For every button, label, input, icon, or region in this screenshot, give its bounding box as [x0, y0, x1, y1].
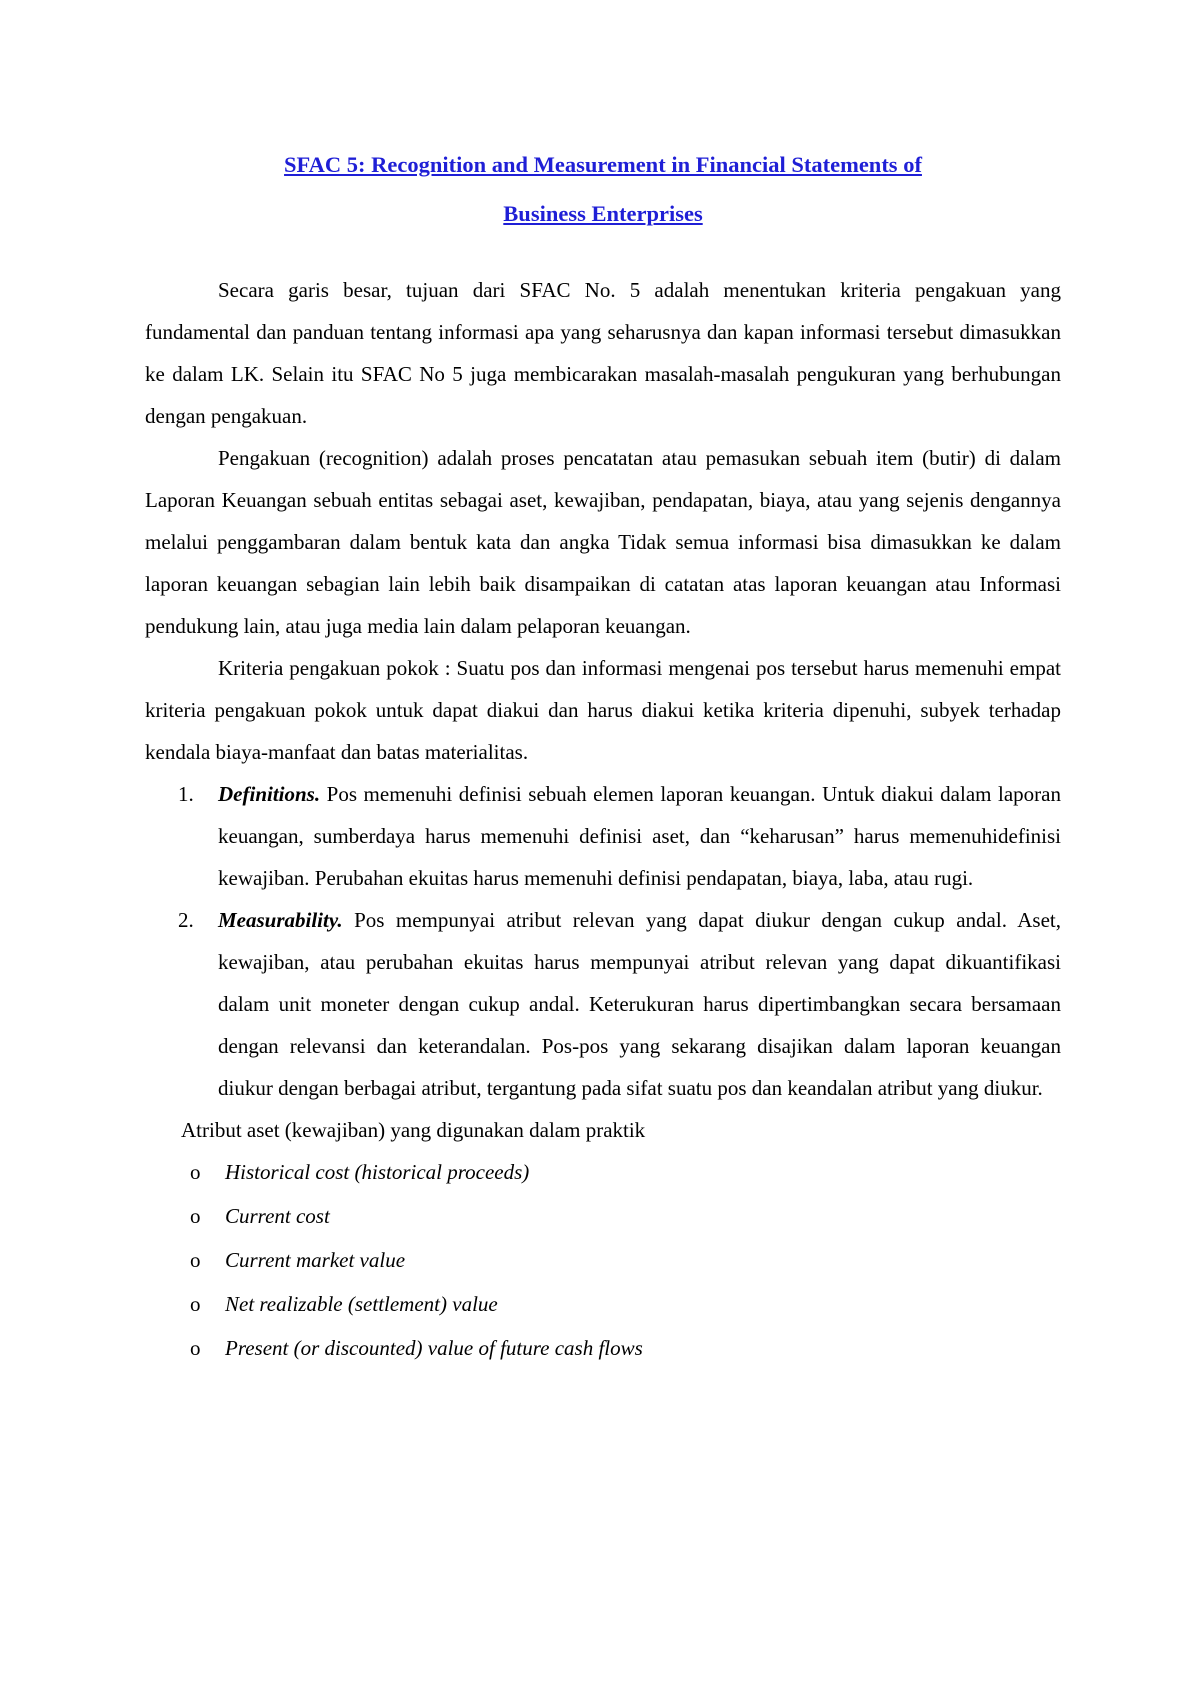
attribute-text: Present (or discounted) value of future cash flows — [225, 1336, 643, 1360]
attribute-text: Current cost — [225, 1204, 330, 1228]
criteria-item-definitions — [145, 773, 1061, 899]
document-title-line-1: SFAC 5: Recognition and Measurement in Financial Statements of — [284, 152, 922, 177]
criteria-term: Measurability. — [218, 908, 343, 932]
bullet-icon: o — [190, 1336, 201, 1360]
paragraph-recognition: Pengakuan (recognition) adalah proses pencatatan atau pemasukan sebuah item (butir) di dalam Laporan Keuangan sebuah entitas sebagai aset, kewajiban, pendapatan, biaya, atau yang sejenis dengannya melalui penggambaran dalam bentuk kata dan angka Tidak semua informasi bisa dimasukkan ke dalam laporan keuangan sebagian lain lebih baik disampaikan di catatan atas laporan keuangan atau Informasi pendukung lain, atau juga media lain dalam pelaporan keuangan. — [145, 446, 1061, 638]
document-title-line-2: Business Enterprises — [503, 201, 703, 226]
list-number: 2. — [178, 908, 194, 932]
attribute-text: Net realizable (settlement) value — [225, 1292, 498, 1316]
document-page — [145, 140, 1061, 1371]
criteria-item-measurability — [145, 899, 1061, 1109]
criteria-text: Pos memenuhi definisi sebuah elemen laporan keuangan. Untuk diakui dalam laporan keuangan, sumberdaya harus memenuhi definisi aset, dan “keharusan” harus memenuhidefinisi kewajiban. Perubahan ekuitas harus memenuhi definisi pendapatan, biaya, laba, atau rugi. — [218, 782, 1061, 890]
paragraph-purpose: Secara garis besar, tujuan dari SFAC No. 5 adalah menentukan kriteria pengakuan yang fundamental dan panduan tentang informasi apa yang seharusnya dan kapan informasi tersebut dimasukkan ke dalam LK. Selain itu SFAC No 5 juga membicarakan masalah-masalah pengukuran yang berhubungan dengan pengakuan. — [145, 278, 1061, 428]
list-item — [145, 1151, 1061, 1193]
criteria-text: Pos mempunyai atribut relevan yang dapat diukur dengan cukup andal. Aset, kewajiban, atau perubahan ekuitas harus mempunyai atribut relevan yang dapat dikuantifikasi dalam unit moneter dengan cukup andal. Keterukuran harus dipertimbangkan secara bersamaan dengan relevansi dan keterandalan. Pos-pos yang sekarang disajikan dalam laporan keuangan diukur dengan berbagai atribut, tergantung pada sifat suatu pos dan keandalan atribut yang diukur. — [218, 908, 1061, 1100]
paragraph-criteria-intro: Kriteria pengakuan pokok : Suatu pos dan informasi mengenai pos tersebut harus memenuhi empat kriteria pengakuan pokok untuk dapat diakui dan harus diakui ketika kriteria dipenuhi, subyek terhadap kendala biaya-manfaat dan batas materialitas. — [145, 656, 1061, 764]
bullet-icon: o — [190, 1204, 201, 1228]
list-number: 1. — [178, 782, 194, 806]
attribute-text: Historical cost (historical proceeds) — [225, 1160, 530, 1184]
list-item — [145, 1239, 1061, 1281]
document-title — [145, 140, 1061, 238]
list-item — [145, 1327, 1061, 1369]
bullet-icon: o — [190, 1248, 201, 1272]
bullet-icon: o — [190, 1160, 201, 1184]
list-item — [145, 1283, 1061, 1325]
attributes-list — [145, 1151, 1061, 1369]
bullet-icon: o — [190, 1292, 201, 1316]
criteria-term: Definitions. — [218, 782, 321, 806]
attribute-text: Current market value — [225, 1248, 406, 1272]
criteria-list — [145, 773, 1061, 1109]
attributes-intro: Atribut aset (kewajiban) yang digunakan dalam praktik — [181, 1118, 646, 1142]
list-item — [145, 1195, 1061, 1237]
